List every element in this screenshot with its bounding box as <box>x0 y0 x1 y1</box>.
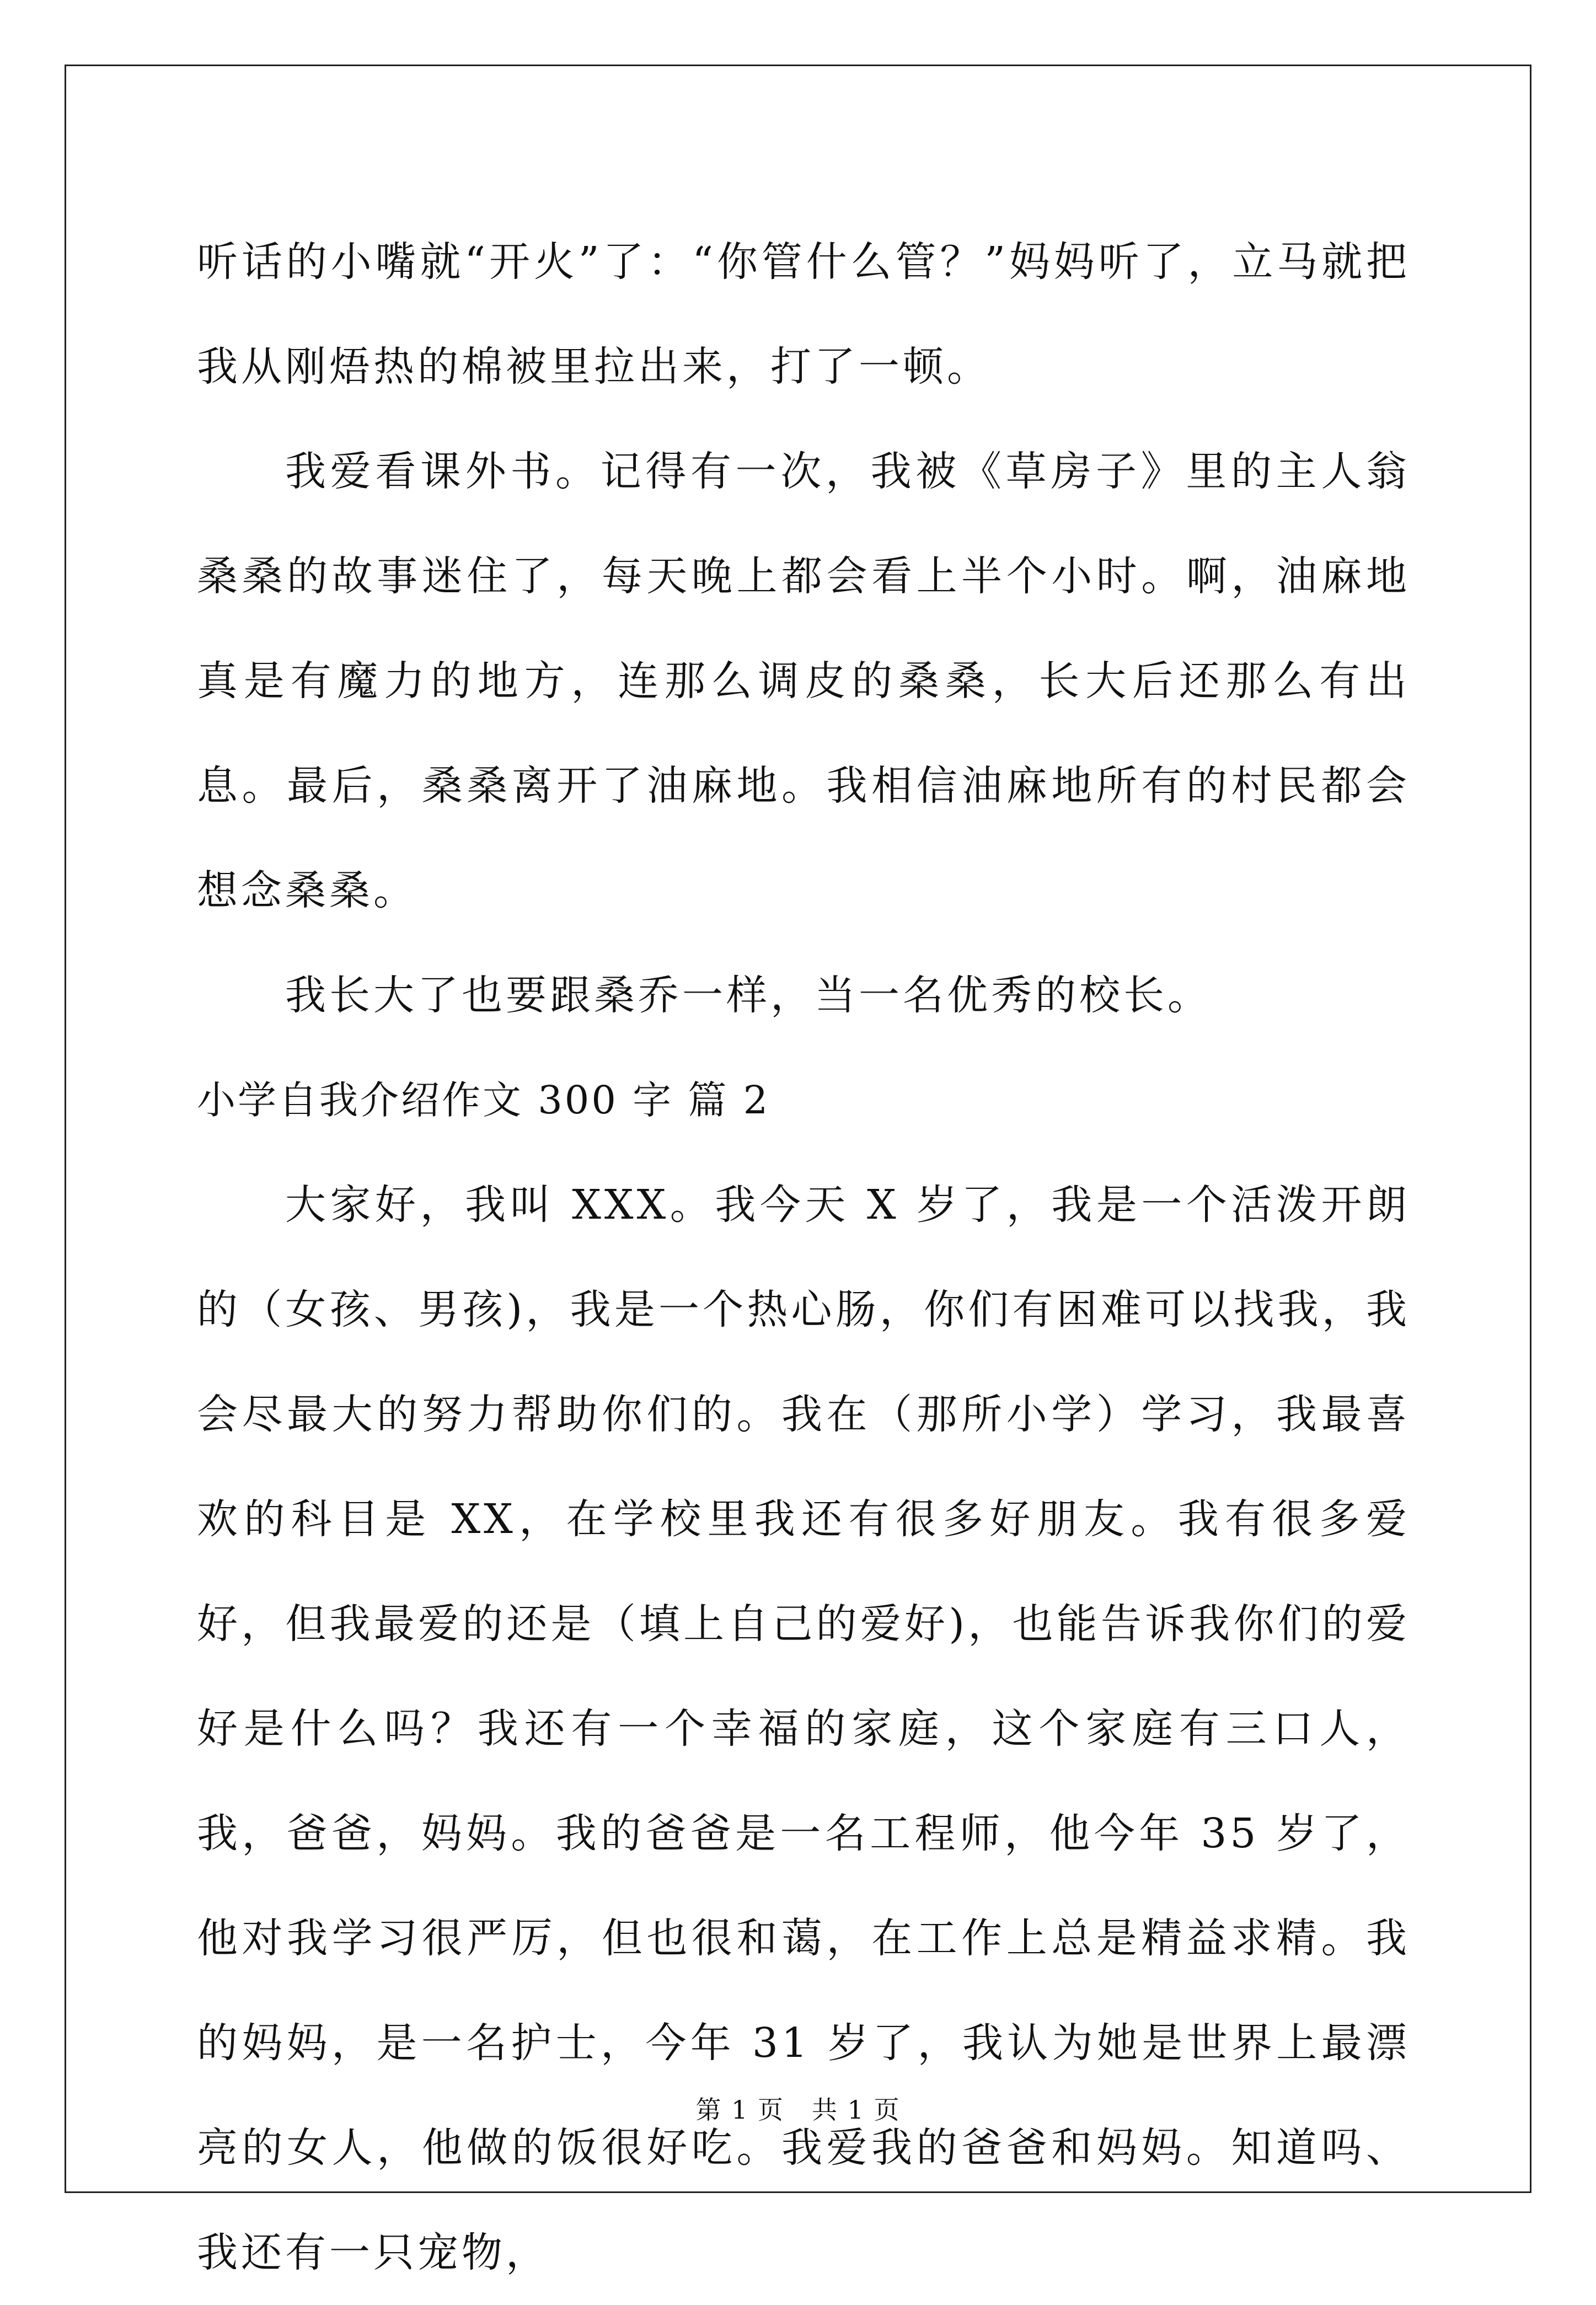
page-number: 第 1 页 <box>695 2095 784 2125</box>
section-heading: 小学自我介绍作文 300 字 篇 2 <box>197 1078 770 1123</box>
paragraph-self-introduction: 大家好，我叫 XXX。我今天 X 岁了，我是一个活泼开朗的（女孩、男孩)，我是一个热心肠，你们有困难可以找我，我会尽最大的努力帮助你们的。我在（那所小学）学习，我最喜欢的科目是 XX，在学校里我还有很多好朋友。我有很多爱好，但我最爱的还是（填上自己的爱好)，也能告诉我你们的爱好是什么吗？我还有一个幸福的家庭，这个家庭有三口人，我，爸爸，妈妈。我的爸爸是一名工程师，他今年 35 岁了，他对我学习很严厉，但也很和蔼，在工作上总是精益求精。我的妈妈，是一名护士，今年 31 岁了，我认为她是世界上最漂亮的女人，他做的饭很好吃。我爱我的爸爸和妈妈。知道吗、我还有一只宠物， <box>197 1181 1410 2276</box>
page-total: 共 1 页 <box>812 2095 901 2125</box>
paragraph-aspiration: 我长大了也要跟桑乔一样，当一名优秀的校长。 <box>285 972 1212 1019</box>
paragraph-reading: 我爱看课外书。记得有一次，我被《草房子》里的主人翁桑桑的故事迷住了，每天晚上都会看上半个小时。啊，油麻地真是有魔力的地方，连那么调皮的桑桑，长大后还那么有出息。最后，桑桑离开了油麻地。我相信油麻地所有的村民都会想念桑桑。 <box>197 448 1410 914</box>
page-footer <box>0 2090 1596 2126</box>
document-body <box>197 210 1410 2305</box>
paragraph-continuation: 听话的小嘴就“开火”了：“你管什么管？”妈妈听了，立马就把我从刚焐热的棉被里拉出来，打了一顿。 <box>197 238 1410 390</box>
